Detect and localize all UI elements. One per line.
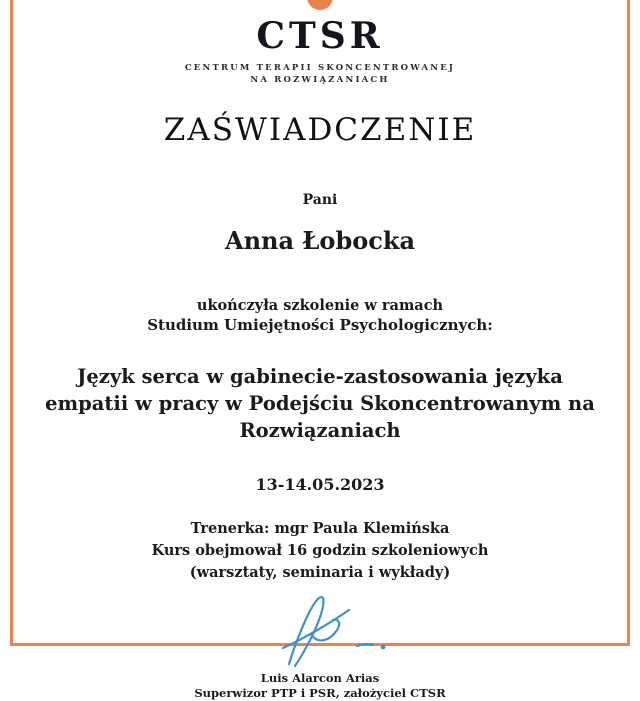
intro-line-2: Studium Umiejętności Psychologicznych: (147, 316, 493, 335)
ctsr-logo-icon (30, 0, 610, 12)
signer-name: Luis Alarcon Arias (260, 671, 380, 686)
signer-title: Superwizor PTP i PSR, założyciel CTSR (194, 686, 446, 701)
org-name-line2: NA ROZWIĄZANIACH (250, 75, 390, 86)
intro-line-1: ukończyła szkolenie w ramach (196, 297, 444, 315)
logo-text: CTSR (256, 15, 384, 57)
certificate-content (30, 0, 610, 701)
org-name-line1: CENTRUM TERAPII SKONCENTROWANEJ (184, 62, 456, 73)
recipient-name: Anna Łobocka (224, 226, 416, 256)
course-hours-line: Kurs obejmował 16 godzin szkoleniowych (151, 541, 489, 559)
logo-orange-shape (307, 0, 333, 10)
course-date: 13-14.05.2023 (255, 475, 385, 495)
course-format-line: (warsztaty, seminaria i wykłady) (189, 563, 451, 581)
trainer-line: Trenerka: mgr Paula Klemińska (190, 520, 450, 538)
certificate-title: ZAŚWIADCZENIE (163, 112, 477, 149)
handwritten-signature-icon (245, 590, 395, 674)
signature-area (30, 589, 610, 675)
recipient-salutation: Pani (302, 192, 338, 209)
course-title: Język serca w gabinecie-zastosowania języka empatii w pracy w Podejściu Skoncentrowanym na Rozwiązaniach (45, 365, 595, 443)
